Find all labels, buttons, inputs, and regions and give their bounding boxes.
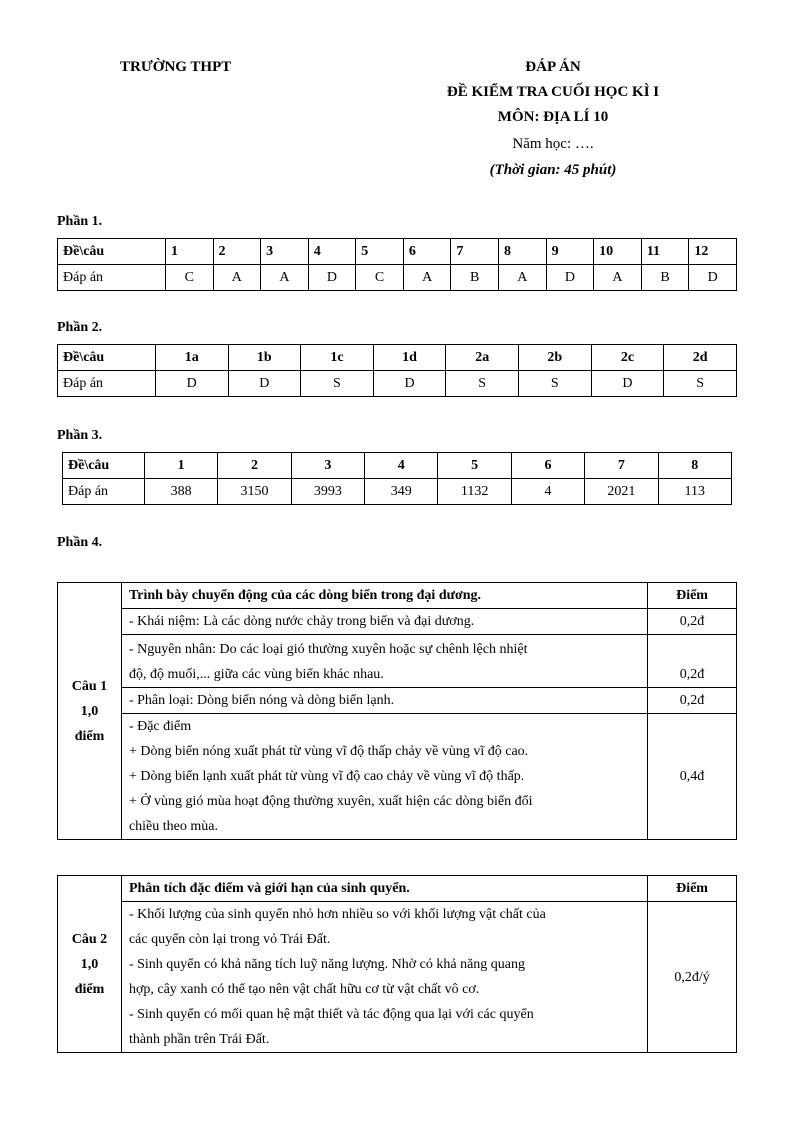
answer-cell: 3150 [218, 479, 291, 505]
question-cell: 1a [155, 345, 228, 371]
answer-text: - Đặc điểm + Dòng biển nóng xuất phát từ vùng vĩ độ thấp chảy về vùng vĩ độ cao. + Dòng biển lạnh xuất phát từ vùng vĩ độ cao chảy về vùng vĩ độ thấp. + Ở vùng gió mùa hoạt động thường xuyên, xuất hiện các dòng biển đổi chiều theo mùa. [121, 714, 647, 840]
answer-cell: D [591, 371, 664, 397]
answer-cell: A [213, 265, 261, 291]
table-row [58, 239, 737, 265]
part4-title: Phần 4. [57, 535, 103, 550]
part1-table [57, 238, 737, 291]
question-cell: 4 [365, 453, 438, 479]
question-cell: 2a [446, 345, 519, 371]
question-cell: 6 [403, 239, 451, 265]
answer-cell: B [451, 265, 499, 291]
question1-heading: Trình bày chuyển động của các dòng biển trong đại dương. [121, 583, 647, 609]
question2-label: Câu 2 1,0 điểm [58, 876, 122, 1053]
question-cell: 4 [308, 239, 356, 265]
question-cell: 2 [218, 453, 291, 479]
score-cell: 0,2đ [648, 688, 737, 714]
answer-cell: D [308, 265, 356, 291]
question-cell: 6 [511, 453, 584, 479]
question-cell: 1d [373, 345, 446, 371]
row-label: Đề\câu [58, 345, 156, 371]
table-row [58, 609, 737, 635]
question-cell: 12 [689, 239, 737, 265]
answer-cell: A [594, 265, 642, 291]
table-row [63, 479, 732, 505]
answer-text: - Phân loại: Dòng biển nóng và dòng biển lạnh. [121, 688, 647, 714]
row-label: Đề\câu [63, 453, 145, 479]
score-heading: Điểm [648, 583, 737, 609]
question-cell: 1b [228, 345, 301, 371]
question-cell: 7 [451, 239, 499, 265]
school-name: TRƯỜNG THPT [120, 59, 232, 75]
part1-title: Phần 1. [57, 214, 103, 229]
question-cell: 5 [356, 239, 404, 265]
question-cell: 1c [301, 345, 374, 371]
question2-table [57, 875, 737, 1053]
table-row [58, 688, 737, 714]
question-cell: 5 [438, 453, 511, 479]
answer-text: - Khối lượng của sinh quyển nhỏ hơn nhiều so với khối lượng vật chất của các quyển còn lại trong vỏ Trái Đất. - Sinh quyển có khả năng tích luỹ năng lượng. Nhờ có khả năng quang hợp, cây xanh có thể tạo nên vật chất hữu cơ từ vật chất vô cơ. - Sinh quyển có mối quan hệ mật thiết và tác động qua lại với các quyển thành phần trên Trái Đất. [121, 902, 647, 1053]
score-cell: 0,2đ [648, 609, 737, 635]
question-cell: 1 [144, 453, 217, 479]
question-cell: 10 [594, 239, 642, 265]
answer-cell: S [664, 371, 737, 397]
answer-cell: A [261, 265, 309, 291]
row-label: Đáp án [58, 371, 156, 397]
score-cell: 0,2đ/ý [648, 902, 737, 1053]
table-row [58, 902, 737, 1053]
question-cell: 2c [591, 345, 664, 371]
part3-table [62, 452, 732, 505]
answer-cell: 3993 [291, 479, 364, 505]
table-row [58, 345, 737, 371]
table-row [58, 635, 737, 688]
answer-cell: 113 [658, 479, 731, 505]
answer-cell: 388 [144, 479, 217, 505]
answer-cell: 2021 [585, 479, 658, 505]
answer-text: - Khái niệm: Là các dòng nước chảy trong biển và đại dương. [121, 609, 647, 635]
answer-cell: S [301, 371, 374, 397]
part2-title: Phần 2. [57, 320, 103, 335]
exam-duration: (Thời gian: 45 phút) [489, 162, 617, 178]
answer-cell: S [519, 371, 592, 397]
question-cell: 8 [658, 453, 731, 479]
answer-cell: C [356, 265, 404, 291]
doc-title: ĐÁP ÁN [525, 59, 581, 75]
answer-cell: D [155, 371, 228, 397]
table-row [63, 453, 732, 479]
answer-cell: D [228, 371, 301, 397]
answer-cell: D [373, 371, 446, 397]
question-cell: 2d [664, 345, 737, 371]
answer-cell: C [165, 265, 213, 291]
row-label: Đáp án [63, 479, 145, 505]
row-label: Đáp án [58, 265, 166, 291]
answer-cell: D [689, 265, 737, 291]
question-cell: 3 [291, 453, 364, 479]
answer-cell: A [499, 265, 547, 291]
question2-heading: Phân tích đặc điểm và giới hạn của sinh quyển. [121, 876, 647, 902]
score-cell: 0,4đ [648, 714, 737, 840]
table-row [58, 371, 737, 397]
row-label: Đề\câu [58, 239, 166, 265]
subject-title: MÔN: ĐỊA LÍ 10 [497, 109, 609, 125]
answer-text: - Nguyên nhân: Do các loại gió thường xuyên hoặc sự chênh lệch nhiệt độ, độ muối,... giữa các vùng biển khác nhau. [121, 635, 647, 688]
question-cell: 11 [641, 239, 689, 265]
question-cell: 1 [165, 239, 213, 265]
answer-cell: 349 [365, 479, 438, 505]
score-cell: 0,2đ [648, 635, 737, 688]
question1-label: Câu 1 1,0 điểm [58, 583, 122, 840]
answer-cell: A [403, 265, 451, 291]
part3-title: Phần 3. [57, 428, 103, 443]
part2-table [57, 344, 737, 397]
answer-cell: 1132 [438, 479, 511, 505]
table-row [58, 265, 737, 291]
table-row [58, 714, 737, 840]
answer-cell: S [446, 371, 519, 397]
answer-cell: D [546, 265, 594, 291]
question-cell: 2b [519, 345, 592, 371]
question-cell: 2 [213, 239, 261, 265]
question-cell: 7 [585, 453, 658, 479]
question1-table [57, 582, 737, 840]
table-row [58, 583, 737, 609]
exam-title: ĐỀ KIỂM TRA CUỐI HỌC KÌ I [446, 84, 660, 100]
answer-cell: B [641, 265, 689, 291]
question-cell: 8 [499, 239, 547, 265]
answer-cell: 4 [511, 479, 584, 505]
school-year: Năm học: …. [512, 136, 594, 152]
score-heading: Điểm [648, 876, 737, 902]
question-cell: 9 [546, 239, 594, 265]
question-cell: 3 [261, 239, 309, 265]
table-row [58, 876, 737, 902]
